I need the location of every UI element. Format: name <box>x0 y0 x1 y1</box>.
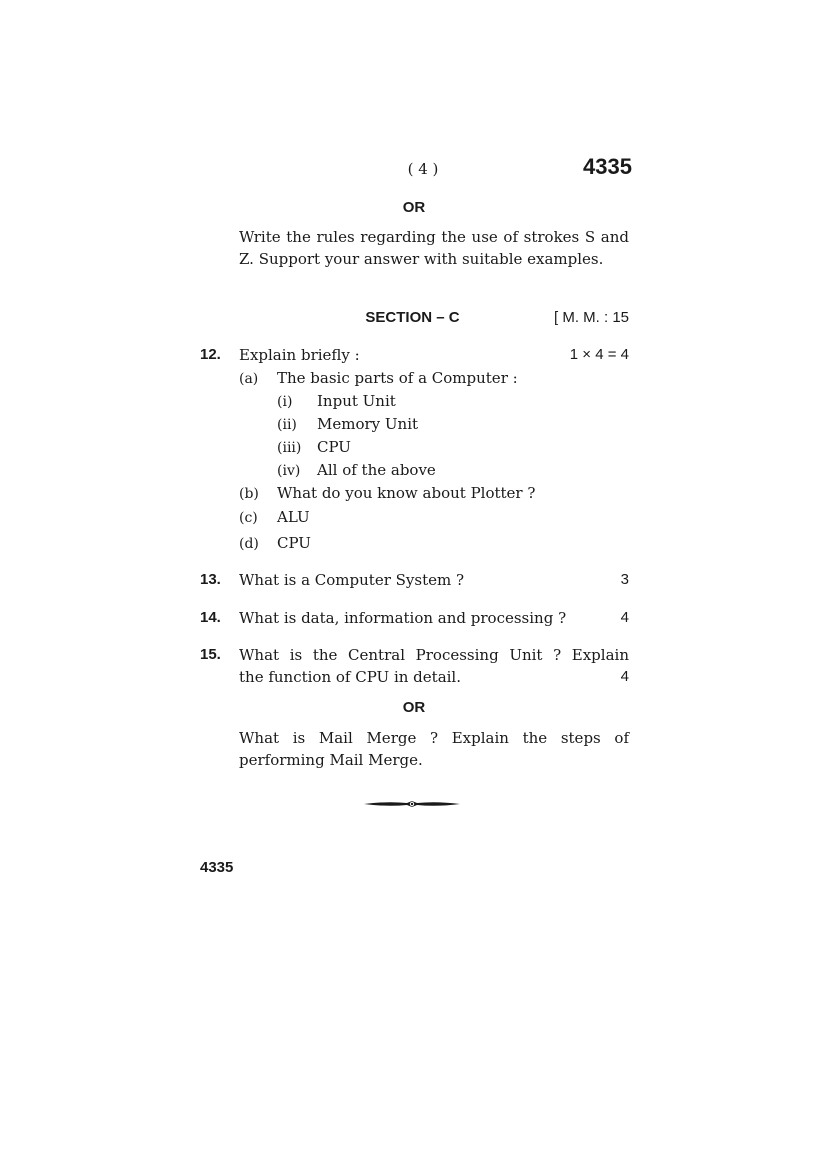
question-text: What is a Computer System ? <box>239 571 465 589</box>
question-marks: 3 <box>620 571 629 588</box>
sub-question <box>239 484 535 502</box>
option-item <box>277 461 436 479</box>
end-ornament-icon <box>362 797 462 811</box>
sub-question <box>239 508 310 526</box>
sub-question-text: CPU <box>277 534 311 552</box>
option-text: CPU <box>317 438 351 456</box>
question-number: 13. <box>200 571 221 588</box>
or-label: OR <box>402 199 426 216</box>
option-item <box>277 392 396 410</box>
question-number: 15. <box>200 646 221 663</box>
sub-question-text: What do you know about Plotter ? <box>277 484 536 502</box>
question-marks: 4 <box>620 609 629 626</box>
question-text: What is the Central Processing Unit ? Explain <box>239 646 629 664</box>
sub-question-text: The basic parts of a Computer : <box>277 369 518 387</box>
option-label: (ii) <box>277 417 297 433</box>
option-text: Memory Unit <box>317 415 419 433</box>
option-item <box>277 438 351 456</box>
sub-question-label: (c) <box>239 510 258 526</box>
sub-question-label: (d) <box>239 536 259 552</box>
or-question-text: Write the rules regarding the use of strokes S and Z. Support your answer with suitable examples. <box>239 228 629 268</box>
sub-question-label: (a) <box>239 371 259 387</box>
question-number: 14. <box>200 609 221 626</box>
sub-question <box>239 369 518 387</box>
sub-question-text: ALU <box>277 508 310 526</box>
option-text: All of the above <box>317 461 436 479</box>
option-text: Input Unit <box>317 392 396 410</box>
question-marks: 1 × 4 = 4 <box>569 346 629 363</box>
section-title: SECTION – C <box>365 309 460 326</box>
question-number: 12. <box>200 346 221 363</box>
or-label: OR <box>402 699 426 716</box>
or-question-text: What is Mail Merge ? Explain the steps of performing Mail Merge. <box>239 729 629 769</box>
sub-question-label: (b) <box>239 486 259 502</box>
section-marks: [ M. M. : 15 <box>553 309 629 326</box>
page-number: ( 4 ) <box>407 160 439 178</box>
option-item <box>277 415 418 433</box>
option-label: (iii) <box>277 440 302 456</box>
question-text: Explain briefly : <box>239 346 360 364</box>
option-label: (iv) <box>277 463 301 479</box>
sub-question <box>239 534 311 552</box>
question-marks: 4 <box>620 668 629 685</box>
question-text: What is data, information and processing ? <box>239 609 567 627</box>
option-label: (i) <box>277 394 293 410</box>
paper-code-footer: 4335 <box>200 859 234 876</box>
question-text-continued: the function of CPU in detail. <box>239 668 461 686</box>
paper-code-header: 4335 <box>583 154 632 179</box>
